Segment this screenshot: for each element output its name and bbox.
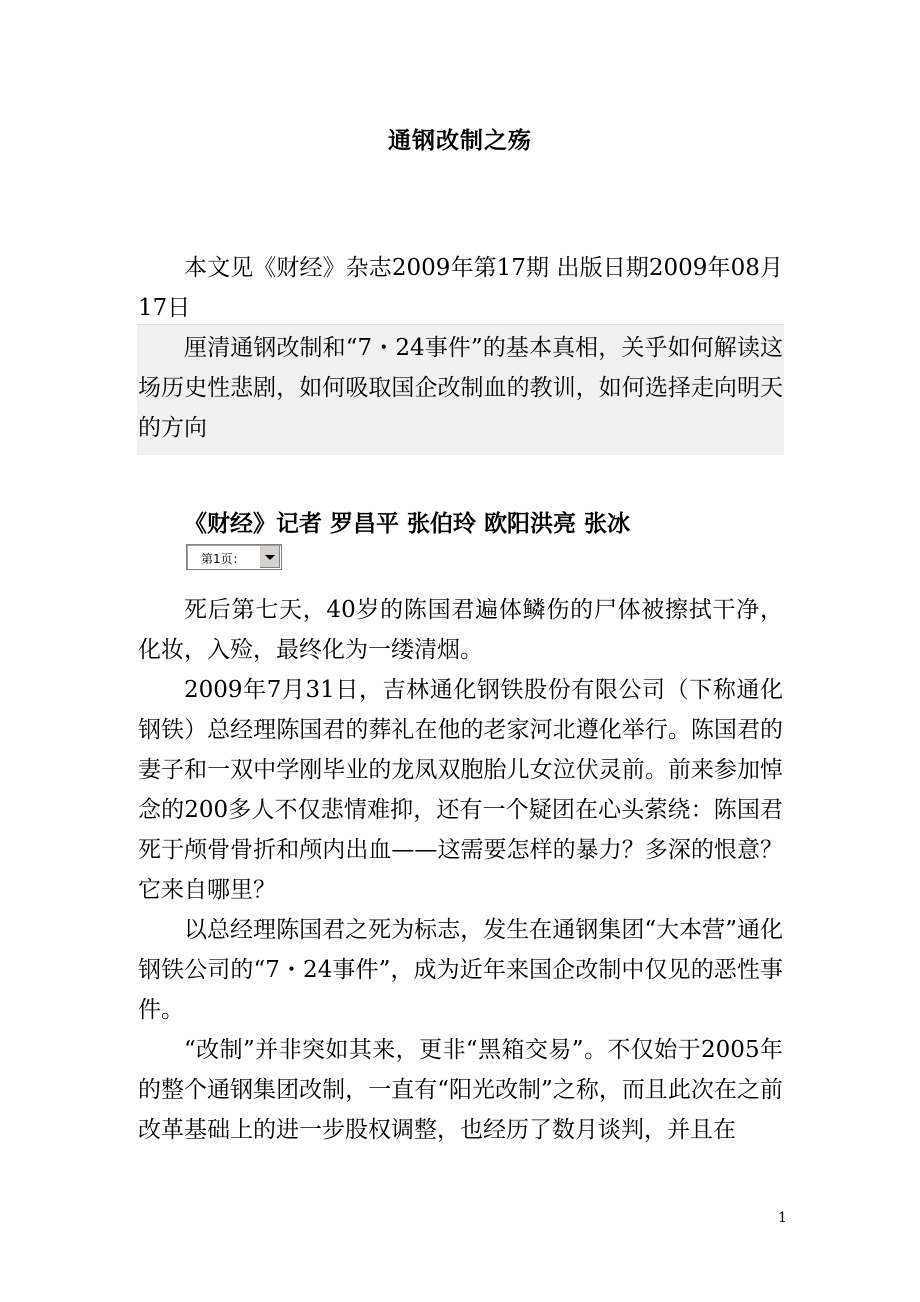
page-number: 1 [778, 1210, 787, 1226]
body-paragraph: “改制”并非突如其来，更非“黑箱交易”。不仅始于2005年的整个通钢集团改制，一直有“阳光改制”之称，而且此次在之前改革基础上的进一步股权调整，也经历了数月谈判，并且在 [138, 1037, 783, 1143]
source-line: 本文见《财经》杂志2009年第17期 出版日期2009年08月17日 [138, 255, 783, 321]
page-select[interactable] [186, 544, 282, 570]
abstract: 厘清通钢改制和“7・24事件”的基本真相，关乎如何解读这场历史性悲剧，如何吸取国企改制血的教训，如何选择走向明天的方向 [138, 335, 783, 441]
body-paragraph: 死后第七天，40岁的陈国君遍体鳞伤的尸体被擦拭干净，化妆，入殓，最终化为一缕清烟。 [138, 597, 783, 663]
chevron-down-icon[interactable] [259, 546, 280, 568]
article-title: 通钢改制之殇 [388, 128, 532, 154]
body-paragraph: 2009年7月31日，吉林通化钢铁股份有限公司（下称通化钢铁）总经理陈国君的葬礼在他的老家河北遵化举行。陈国君的妻子和一双中学刚毕业的龙凤双胞胎儿女泣伏灵前。前来参加悼念的200多人不仅悲情难抑，还有一个疑团在心头萦绕：陈国君死于颅骨骨折和颅内出血——这需要怎样的暴力？多深的恨意？它来自哪里？ [138, 677, 783, 903]
page-select-value: 第1页： [201, 552, 245, 566]
byline: 《财经》记者 罗昌平 张伯玲 欧阳洪亮 张冰 [184, 511, 631, 537]
body-paragraph: 以总经理陈国君之死为标志，发生在通钢集团“大本营”通化钢铁公司的“7・24事件”，成为近年来国企改制中仅见的恶性事件。 [138, 917, 783, 1023]
